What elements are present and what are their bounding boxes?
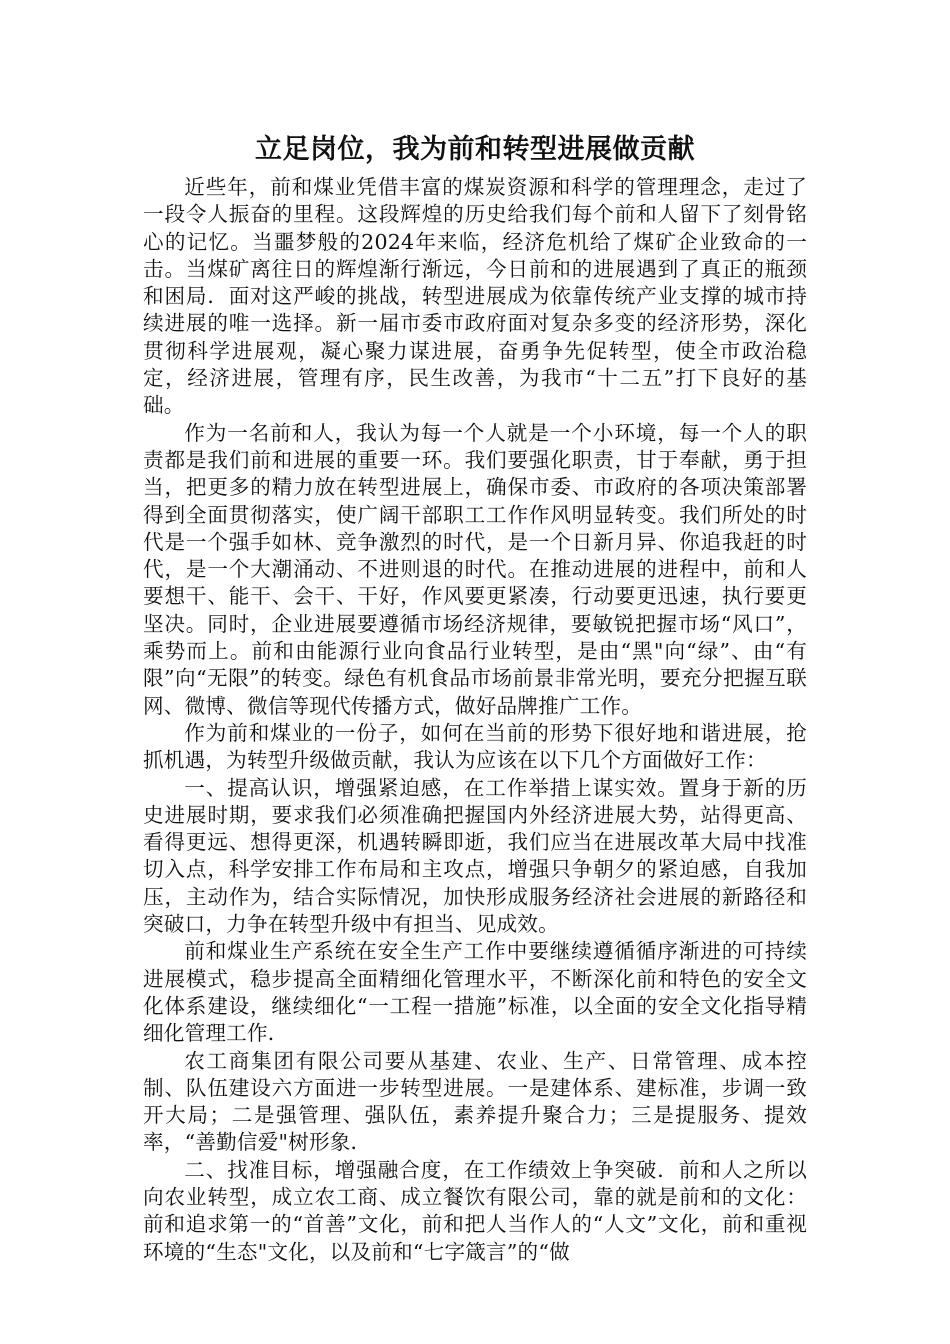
paragraph-point-one: 一、提高认识，增强紧迫感，在工作举措上谋实效。置身于新的历史进展时期，要求我们必须准确把握国内外经济进展大势，站得更高、看得更远、想得更深，机遇转瞬即逝，我们应当在进展改革大局中找准切入点，科学安排工作布局和主攻点，增强只争朝夕的紧迫感，自我加压，主动作为，结合实际情况，加快形成服务经济社会进展的新路径和突破口，力争在转型升级中有担当、见成效。 — [143, 775, 807, 937]
document-page — [143, 128, 807, 1266]
paragraph-agri-group: 农工商集团有限公司要从基建、农业、生产、日常管理、成本控制、队伍建设六方面进一步转型进展。一是建体系、建标准，步调一致开大局；二是强管理、强队伍，素养提升聚合力；三是提服务、提效率，“善勤信爱"树形象． — [143, 1048, 807, 1155]
document-title: 立足岗位，我为前和转型进展做贡献 — [255, 134, 695, 165]
paragraph-responsibility: 作为一名前和人，我认为每一个人就是一个小环境，每一个人的职责都是我们前和进展的重要一环。我们要强化职责，甘于奉献，勇于担当，把更多的精力放在转型进展上，确保市委、市政府的各项决策部署得到全面贯彻落实，使广阔干部职工工作作风明显转变。我们所处的时代是一个强手如林、竞争激烈的时代，是一个日新月异、你追我赶的时代，是一个大潮涌动、不进则退的时代。在推动进展的进程中，前和人要想干、能干、会干、干好，作风要更紧凑，行动要更迅速，执行要更坚决。同时，企业进展要遵循市场经济规律，要敏锐把握市场“风口”，乘势而上。前和由能源行业向食品行业转型，是由“黑"向“绿”、由“有限”向“无限”的转变。绿色有机食品市场前景非常光明，要充分把握互联网、微博、微信等现代传播方式，做好品牌推广工作。 — [143, 420, 807, 718]
paragraph-intro: 近些年，前和煤业凭借丰富的煤炭资源和科学的管理理念，走过了一段令人振奋的里程。这段辉煌的历史给我们每个前和人留下了刻骨铭心的记忆。当噩梦般的2024年来临，经济危机给了煤矿企业致命的一击。当煤矿离往日的辉煌渐行渐远，今日前和的进展遇到了真正的瓶颈和困局．面对这严峻的挑战，转型进展成为依靠传统产业支撑的城市持续进展的唯一选择。新一届市委市政府面对复杂多变的经济形势，深化贯彻科学进展观，凝心聚力谋进展，奋勇争先促转型，使全市政治稳定，经济进展，管理有序，民生改善，为我市“十二五”打下良好的基础。 — [143, 175, 807, 418]
paragraph-point-two: 二、找准目标，增强融合度，在工作绩效上争突破．前和人之所以向农业转型，成立农工商、成立餐饮有限公司，靠的就是前和的文化：前和追求第一的“首善”文化，前和把人当作人的“人文”文化，前和重视环境的“生态"文化，以及前和“七字箴言”的“做 — [143, 1157, 807, 1264]
paragraph-lead-in: 作为前和煤业的一份子，如何在当前的形势下很好地和谐进展，抢抓机遇，为转型升级做贡献，我认为应该在以下几个方面做好工作： — [143, 720, 807, 773]
paragraph-safety: 前和煤业生产系统在安全生产工作中要继续遵循循序渐进的可持续进展模式，稳步提高全面精细化管理水平，不断深化前和特色的安全文化体系建设，继续细化“一工程一措施”标准，以全面的安全文化指导精细化管理工作． — [143, 939, 807, 1046]
